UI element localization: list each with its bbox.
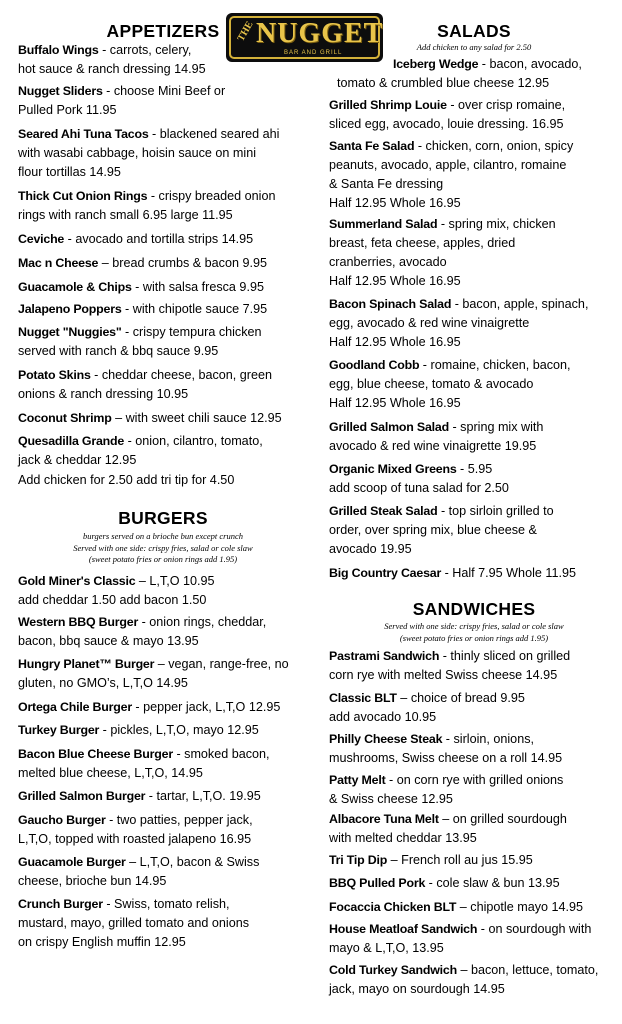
item-name: Grilled Shrimp Louie [329, 98, 447, 112]
item-name: Nugget Sliders [18, 84, 103, 98]
item-description: - on corn rye with grilled onions [385, 773, 564, 787]
item-description: – French roll au jus 15.95 [387, 853, 533, 867]
item-description: onions & ranch dressing 10.95 [18, 387, 189, 401]
sandwiches-line [329, 666, 557, 686]
burgers-line [18, 830, 251, 850]
sandwiches-line [329, 730, 534, 750]
salads-line [329, 521, 537, 541]
item-description: - with chipotle sauce 7.95 [121, 302, 268, 316]
burgers-line [18, 764, 203, 784]
appetizers-line [18, 409, 282, 429]
item-description: & Swiss cheese 12.95 [329, 792, 453, 806]
appetizers-line [18, 471, 234, 491]
item-description: - blackened seared ahi [148, 127, 280, 141]
item-description: - bacon, avocado, [478, 57, 582, 71]
item-name: Pastrami Sandwich [329, 649, 440, 663]
item-description: order, over spring mix, blue cheese & [329, 523, 537, 537]
salads-line [329, 156, 566, 176]
item-name: Hungry Planet™ Burger [18, 657, 155, 671]
sandwiches-note: (sweet potato fries or onion rings add 1.95) [399, 632, 549, 643]
appetizers-line [18, 125, 279, 145]
salads-line [329, 375, 533, 395]
item-description: - onion rings, cheddar, [138, 615, 267, 629]
sandwiches-line [329, 689, 525, 709]
salads-line [329, 295, 588, 315]
burgers-title: BURGERS [118, 508, 208, 528]
item-name: Santa Fe Salad [329, 139, 415, 153]
item-description: on crispy English muffin 12.95 [18, 935, 186, 949]
item-name: Summerland Salad [329, 217, 438, 231]
burgers-line [18, 721, 259, 741]
item-description: - pickles, L,T,O, mayo 12.95 [99, 723, 259, 737]
burgers-line [18, 632, 199, 652]
salads-line [329, 394, 461, 414]
item-name: Philly Cheese Steak [329, 732, 443, 746]
appetizers-line [18, 187, 275, 207]
salads-line [329, 314, 529, 334]
salads-line [329, 234, 515, 254]
item-description: - over crisp romaine, [446, 98, 566, 112]
salads-line [329, 137, 573, 157]
sandwiches-line [329, 708, 436, 728]
sandwiches-line [329, 829, 477, 849]
item-description: mustard, mayo, grilled tomato and onions [18, 916, 250, 930]
item-description: served with ranch & bbq sauce 9.95 [18, 344, 219, 358]
item-description: jack, mayo on sourdough 14.95 [329, 982, 505, 996]
item-name: Guacamole & Chips [18, 280, 132, 294]
item-name: Iceberg Wedge [393, 57, 479, 71]
sandwiches-line [329, 790, 453, 810]
item-description: – on grilled sourdough [438, 812, 567, 826]
sandwiches-line [329, 874, 560, 894]
item-name: Quesadilla Grande [18, 434, 125, 448]
appetizers-line [18, 144, 256, 164]
sandwiches-line [329, 939, 444, 959]
item-description: rings with ranch small 6.95 large 11.95 [18, 208, 233, 222]
item-name: Patty Melt [329, 773, 386, 787]
item-description: egg, avocado & red wine vinaigrette [329, 316, 530, 330]
item-description: - tartar, L,T,O. 19.95 [145, 789, 261, 803]
burgers-line [18, 655, 289, 675]
item-name: Guacamole Burger [18, 855, 126, 869]
sandwiches-line [329, 810, 567, 830]
salads-line [329, 460, 492, 480]
sandwiches-title: SANDWICHES [412, 599, 536, 619]
appetizers-line [18, 254, 267, 274]
item-name: Nugget "Nuggies" [18, 325, 122, 339]
item-description: – L,T,O 10.95 [135, 574, 215, 588]
item-description: cheese, brioche bun 14.95 [18, 874, 167, 888]
item-name: Classic BLT [329, 691, 397, 705]
item-name: Cold Turkey Sandwich [329, 963, 457, 977]
item-name: Jalapeno Poppers [18, 302, 122, 316]
item-description: sliced egg, avocado, louie dressing. 16.95 [329, 117, 564, 131]
salads-line [329, 175, 443, 195]
item-description: - two patties, pepper jack, [105, 813, 253, 827]
appetizers-line [18, 41, 191, 61]
item-name: Seared Ahi Tuna Tacos [18, 127, 149, 141]
salads-line [329, 418, 543, 438]
item-description: - cole slaw & bun 13.95 [425, 876, 560, 890]
appetizers-line [18, 230, 253, 250]
burgers-line [18, 933, 186, 953]
item-description: - bacon, apple, spinach, [451, 297, 589, 311]
item-description: Pulled Pork 11.95 [18, 103, 117, 117]
burgers-note: Served with one side: crispy fries, salad or cole slaw [73, 542, 253, 553]
item-name: Turkey Burger [18, 723, 100, 737]
item-description: - sirloin, onions, [442, 732, 534, 746]
logo-subtitle: BAR AND GRILL [284, 50, 343, 56]
logo-name: NUGGET [256, 18, 384, 49]
item-name: Mac n Cheese [18, 256, 99, 270]
item-name: Thick Cut Onion Rings [18, 189, 148, 203]
appetizers-line [18, 163, 121, 183]
burgers-line [18, 572, 215, 592]
item-description: bacon, bbq sauce & mayo 13.95 [18, 634, 199, 648]
appetizers-line [18, 385, 188, 405]
item-description: - pepper jack, L,T,O 12.95 [131, 700, 281, 714]
item-description: breast, feta cheese, apples, dried [329, 236, 516, 250]
item-description: - thinly sliced on grilled [439, 649, 571, 663]
salads-line [393, 55, 582, 75]
salads-line [329, 96, 565, 116]
salads-line [329, 115, 564, 135]
item-description: - spring mix with [448, 420, 544, 434]
item-description: - chicken, corn, onion, spicy [414, 139, 574, 153]
burgers-note: burgers served on a brioche bun except crunch [83, 531, 243, 541]
item-name: Grilled Salmon Burger [18, 789, 146, 803]
item-description: - with salsa fresca 9.95 [131, 280, 264, 294]
appetizers-title: APPETIZERS [106, 21, 220, 41]
logo-the: THE [235, 19, 256, 44]
item-description: – L,T,O, bacon & Swiss [125, 855, 260, 869]
item-description: add scoop of tuna salad for 2.50 [329, 481, 509, 495]
item-description: – choice of bread 9.95 [396, 691, 525, 705]
item-name: Potato Skins [18, 368, 91, 382]
item-description: egg, blue cheese, tomato & avocado [329, 377, 534, 391]
item-name: Bacon Spinach Salad [329, 297, 452, 311]
item-description: - smoked bacon, [172, 747, 270, 761]
item-description: - Swiss, tomato relish, [102, 897, 230, 911]
appetizers-line [18, 206, 233, 226]
salads-line [329, 356, 571, 376]
appetizers-line [18, 451, 136, 471]
item-description: with melted cheddar 13.95 [329, 831, 477, 845]
item-description: - crispy tempura chicken [121, 325, 262, 339]
item-description: - cheddar cheese, bacon, green [90, 368, 272, 382]
item-name: Grilled Steak Salad [329, 504, 438, 518]
burgers-note: (sweet potato fries or onion rings add 1.95) [88, 554, 238, 564]
item-description: – with sweet chili sauce 12.95 [111, 411, 282, 425]
burgers-line [18, 914, 249, 934]
item-description: - Half 7.95 Whole 11.95 [441, 566, 576, 580]
burgers-line [18, 591, 206, 611]
appetizers-line [18, 60, 206, 80]
appetizers-line [18, 82, 225, 102]
appetizers-line [18, 323, 262, 343]
appetizers-line [18, 342, 218, 362]
item-description: - 5.95 [456, 462, 493, 476]
sandwiches-line [329, 647, 570, 667]
item-description: - romaine, chicken, bacon, [419, 358, 571, 372]
sandwiches-line [329, 898, 583, 918]
item-name: House Meatloaf Sandwich [329, 922, 478, 936]
item-description: Half 12.95 Whole 16.95 [329, 335, 461, 349]
sandwiches-note: Served with one side: crispy fries, salad or cole slaw [384, 621, 564, 631]
salads-line [329, 564, 576, 584]
item-description: gluten, no GMO’s, L,T,O 14.95 [18, 676, 188, 690]
salads-line [329, 479, 509, 499]
salads-line [329, 272, 461, 292]
salads-line [337, 74, 549, 94]
burgers-line [18, 811, 253, 831]
item-name: Tri Tip Dip [329, 853, 388, 867]
item-description: flour tortillas 14.95 [18, 165, 121, 179]
item-description: add cheddar 1.50 add bacon 1.50 [18, 593, 207, 607]
burgers-line [18, 895, 230, 915]
appetizers-line [18, 278, 264, 298]
salads-line [329, 215, 556, 235]
salads-line [329, 333, 461, 353]
item-description: tomato & crumbled blue cheese 12.95 [337, 76, 550, 90]
item-name: Gaucho Burger [18, 813, 106, 827]
item-description: corn rye with melted Swiss cheese 14.95 [329, 668, 558, 682]
item-description: Add chicken for 2.50 add tri tip for 4.50 [18, 473, 235, 487]
burgers-line [18, 787, 261, 807]
item-name: Focaccia Chicken BLT [329, 900, 457, 914]
item-description: add avocado 10.95 [329, 710, 437, 724]
item-name: Ortega Chile Burger [18, 700, 132, 714]
item-description: – bacon, lettuce, tomato, [456, 963, 599, 977]
salads-line [329, 502, 554, 522]
sandwiches-line [329, 771, 563, 791]
sandwiches-line [329, 961, 598, 981]
appetizers-line [18, 432, 263, 452]
item-description: with wasabi cabbage, hoisin sauce on mini [18, 146, 257, 160]
item-description: & Santa Fe dressing [329, 177, 444, 191]
burgers-line [18, 698, 280, 718]
item-name: Grilled Salmon Salad [329, 420, 449, 434]
item-description: melted blue cheese, L,T,O, 14.95 [18, 766, 203, 780]
item-description: - avocado and tortilla strips 14.95 [64, 232, 254, 246]
item-name: Albacore Tuna Melt [329, 812, 439, 826]
sandwiches-line [329, 749, 562, 769]
item-description: – vegan, range-free, no [154, 657, 289, 671]
sandwiches-line [329, 920, 591, 940]
burgers-line [18, 745, 270, 765]
item-description: - spring mix, chicken [437, 217, 556, 231]
salads-line [329, 540, 412, 560]
item-description: mayo & L,T,O, 13.95 [329, 941, 444, 955]
sandwiches-line [329, 851, 533, 871]
item-description: avocado & red wine vinaigrette 19.95 [329, 439, 537, 453]
item-description: – chipotle mayo 14.95 [456, 900, 584, 914]
item-description: - top sirloin grilled to [437, 504, 554, 518]
item-description: jack & cheddar 12.95 [18, 453, 137, 467]
item-name: Ceviche [18, 232, 65, 246]
item-name: Buffalo Wings [18, 43, 99, 57]
item-description: Half 12.95 Whole 16.95 [329, 396, 461, 410]
sandwiches-line [329, 980, 505, 1000]
item-description: – bread crumbs & bacon 9.95 [98, 256, 267, 270]
appetizers-line [18, 366, 272, 386]
item-description: Half 12.95 Whole 16.95 [329, 196, 461, 210]
item-description: - onion, cilantro, tomato, [124, 434, 263, 448]
item-description: cranberries, avocado [329, 255, 447, 269]
item-name: Western BBQ Burger [18, 615, 139, 629]
item-description: L,T,O, topped with roasted jalapeno 16.95 [18, 832, 252, 846]
item-description: peanuts, avocado, apple, cilantro, romaine [329, 158, 567, 172]
item-name: Crunch Burger [18, 897, 103, 911]
item-name: Organic Mixed Greens [329, 462, 457, 476]
appetizers-line [18, 101, 116, 121]
item-name: Bacon Blue Cheese Burger [18, 747, 173, 761]
salads-title: SALADS [437, 21, 511, 41]
burgers-line [18, 853, 259, 873]
salads-line [329, 194, 461, 214]
item-description: - crispy breaded onion [147, 189, 276, 203]
item-description: avocado 19.95 [329, 542, 412, 556]
salads-note: Add chicken to any salad for 2.50 [416, 42, 532, 52]
item-description: - carrots, celery, [98, 43, 192, 57]
item-name: Big Country Caesar [329, 566, 442, 580]
salads-line [329, 253, 447, 273]
salads-line [329, 437, 536, 457]
burgers-line [18, 613, 266, 633]
item-description: Half 12.95 Whole 16.95 [329, 274, 461, 288]
item-description: - on sourdough with [477, 922, 592, 936]
appetizers-line [18, 300, 267, 320]
burgers-line [18, 872, 166, 892]
item-description: mushrooms, Swiss cheese on a roll 14.95 [329, 751, 563, 765]
item-description: hot sauce & ranch dressing 14.95 [18, 62, 206, 76]
item-name: Coconut Shrimp [18, 411, 112, 425]
burgers-line [18, 674, 188, 694]
item-name: Gold Miner's Classic [18, 574, 136, 588]
item-description: - choose Mini Beef or [102, 84, 226, 98]
item-name: Goodland Cobb [329, 358, 420, 372]
item-name: BBQ Pulled Pork [329, 876, 426, 890]
